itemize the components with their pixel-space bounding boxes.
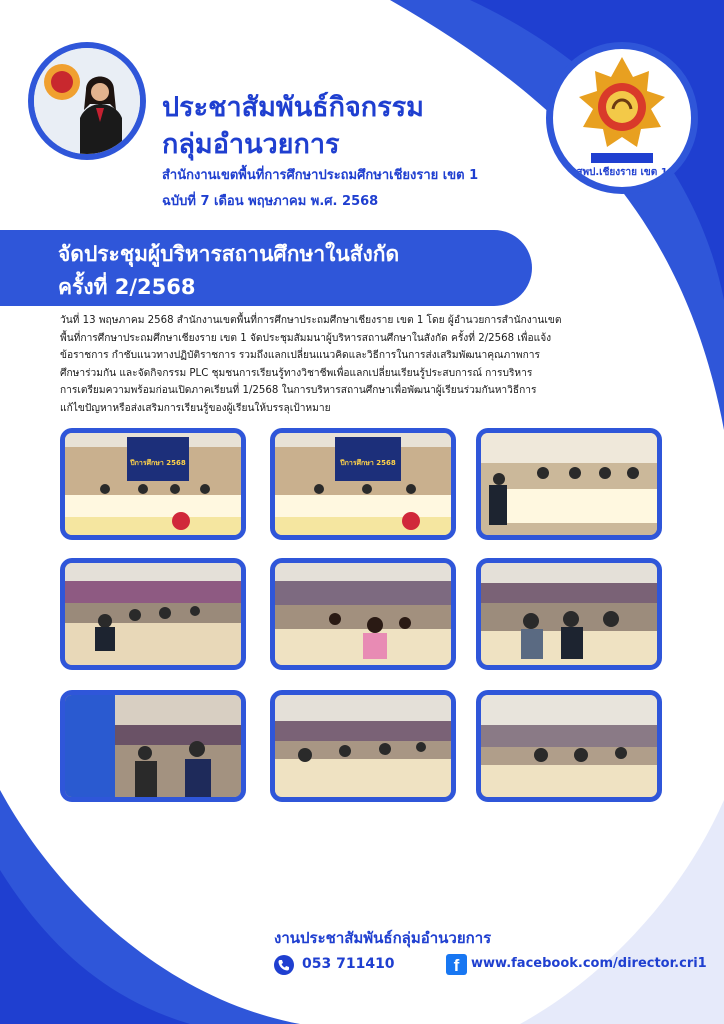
profile-photo	[28, 42, 146, 160]
meeting-photo-6	[476, 558, 662, 670]
meeting-photo-1	[60, 428, 246, 540]
page-title-line2: กลุ่มอำนวยการ	[162, 129, 340, 160]
facebook-icon: f	[446, 954, 467, 975]
headline-line2: ครั้งที่ 2/2568	[58, 275, 196, 299]
body-line: วันที่ 13 พฤษภาคม 2568 สำนักงานเขตพื้นที่การศึกษาประถมศึกษาเชียงราย เขต 1 โดย ผู้อำนวยการสำนักงานเขต	[60, 315, 562, 326]
office-seal	[546, 42, 698, 194]
body-line: ศึกษาร่วมกัน และจัดกิจกรรม PLC ชุมชนการเรียนรู้ทางวิชาชีพเพื่อแลกเปลี่ยนเรียนรู้ประสบการณ์ การบริหาร	[60, 367, 533, 379]
stage-screen-title: ปีการศึกษา 2568	[130, 459, 186, 467]
meeting-photo-4	[60, 558, 246, 670]
meeting-photo-8	[270, 690, 456, 802]
meeting-photo-7	[60, 690, 246, 802]
facebook-link[interactable]: www.facebook.com/director.cri1	[471, 956, 707, 971]
body-line: พื้นที่การศึกษาประถมศึกษาเชียงราย เขต 1 จัดประชุมสัมมนาผู้บริหารสถานศึกษาในสังกัด ครั้งที่ 2/2568 เพื่อแจ้ง	[60, 332, 552, 344]
phone-icon	[274, 955, 294, 975]
headline-line1: จัดประชุมผู้บริหารสถานศึกษาในสังกัด	[58, 242, 400, 266]
meeting-photo-9	[476, 690, 662, 802]
body-line: ข้อราชการ กำชับแนวทางปฏิบัติราชการ รวมถึงแลกเปลี่ยนแนวคิดและวิธีการในการส่งเสริมพัฒนาคุณภาพการ	[60, 350, 540, 361]
article-body	[60, 312, 670, 417]
seal-text: สพป.เชียงราย เขต 1	[576, 167, 668, 178]
person-portrait-icon	[34, 48, 140, 154]
footer-title: งานประชาสัมพันธ์กลุ่มอำนวยการ	[274, 929, 492, 947]
issue-info: ฉบับที่ 7 เดือน พฤษภาคม พ.ศ. 2568	[162, 194, 379, 209]
meeting-photo-5	[270, 558, 456, 670]
office-name: สำนักงานเขตพื้นที่การศึกษาประถมศึกษาเชียงราย เขต 1	[162, 168, 479, 183]
page-title-line1: ประชาสัมพันธ์กิจกรรม	[162, 92, 424, 123]
stage-screen-title: ปีการศึกษา 2568	[340, 459, 396, 467]
body-line: การเตรียมความพร้อมก่อนเปิดภาคเรียนที่ 1/2568 ในการบริหารสถานศึกษาเพื่อพัฒนาผู้เรียนร่วมกันหาวิธีการ	[60, 385, 537, 396]
phone-number[interactable]: 053 711410	[302, 956, 395, 972]
body-line: แก้ไขปัญหาหรือส่งเสริมการเรียนรู้ของผู้เรียนให้บรรลุเป้าหมาย	[60, 402, 331, 414]
meeting-photo-2	[270, 428, 456, 540]
meeting-photo-3	[476, 428, 662, 540]
obec-emblem-icon	[553, 49, 691, 187]
